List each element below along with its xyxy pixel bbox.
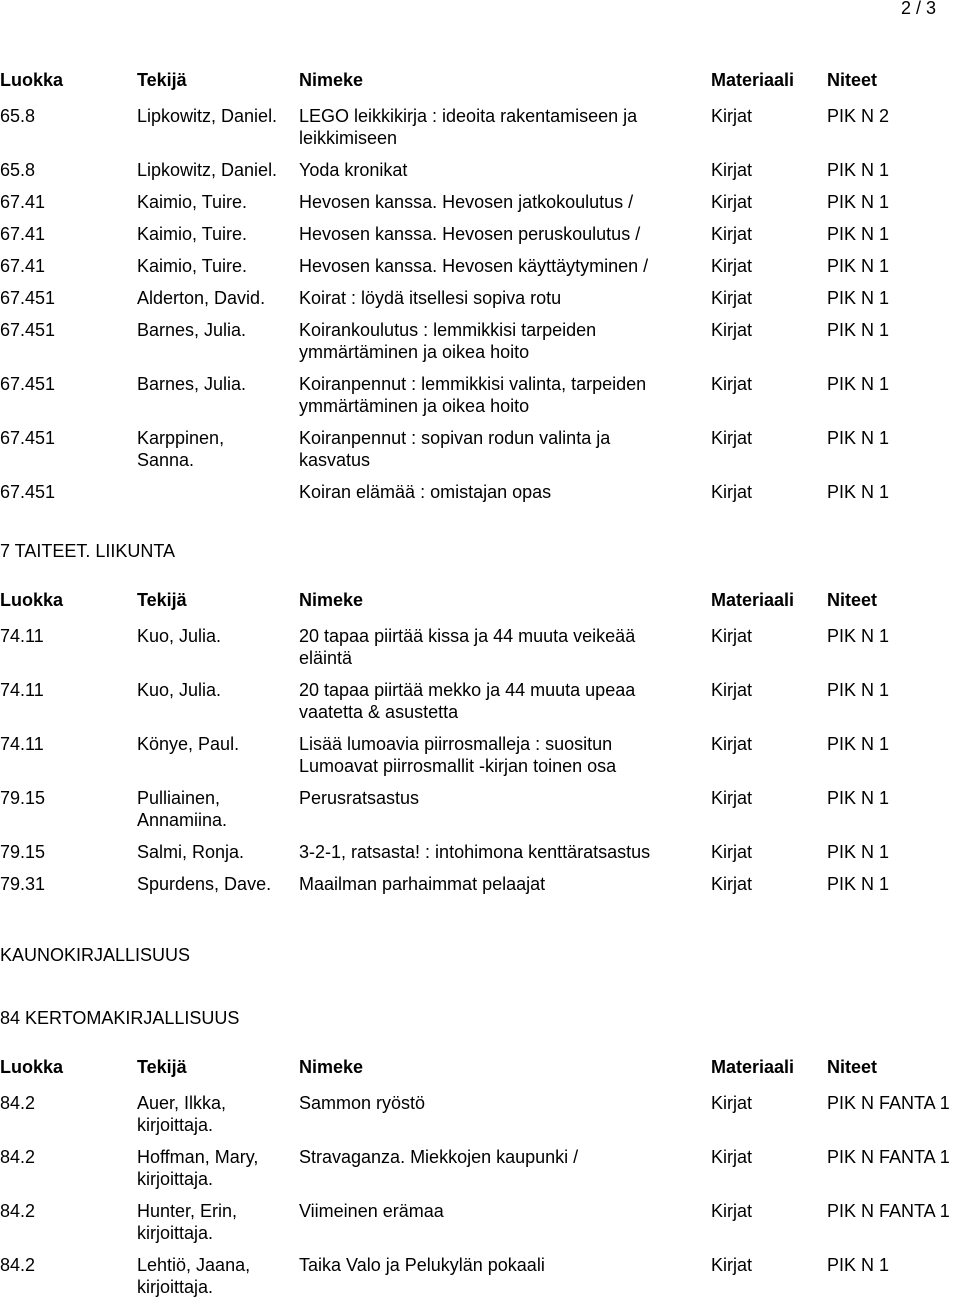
cell-materiaali: Kirjat <box>711 1255 753 1275</box>
table-row <box>0 427 960 471</box>
tekija-line: Spurdens, Dave. <box>137 874 272 894</box>
nimeke-line: 20 tapaa piirtää mekko ja 44 muuta upeaa <box>299 680 636 700</box>
table-section-3 <box>0 1056 960 1298</box>
table-row <box>0 255 960 277</box>
tekija-line: kirjoittaja. <box>137 1277 214 1297</box>
cell-niteet: PIK N 1 <box>827 428 890 448</box>
cell-luokka: 65.8 <box>0 160 36 180</box>
cell-tekija <box>137 319 246 341</box>
table-row <box>0 1254 960 1298</box>
tekija-line: Lehtiö, Jaana, <box>137 1255 251 1275</box>
cell-luokka: 84.2 <box>0 1255 36 1275</box>
cell-tekija <box>137 255 247 277</box>
table-row <box>0 287 960 309</box>
cell-niteet: PIK N 1 <box>827 734 890 754</box>
table-row <box>0 1092 960 1136</box>
cell-materiaali: Kirjat <box>711 192 753 212</box>
cell-nimeke <box>299 319 596 363</box>
cell-niteet: PIK N 1 <box>827 192 890 212</box>
cell-luokka: 67.451 <box>0 320 56 340</box>
cell-nimeke <box>299 427 610 471</box>
cell-materiaali: Kirjat <box>711 288 753 308</box>
nimeke-line: 3-2-1, ratsasta! : intohimona kenttäratsastus <box>299 842 651 862</box>
cell-niteet: PIK N 2 <box>827 106 890 126</box>
cell-niteet: PIK N 1 <box>827 224 890 244</box>
tekija-line: kirjoittaja. <box>137 1169 214 1189</box>
cell-tekija <box>137 105 277 127</box>
table-row <box>0 319 960 363</box>
nimeke-line: LEGO leikkikirja : ideoita rakentamiseen ja <box>299 106 638 126</box>
cell-tekija <box>137 159 277 181</box>
tekija-line: Kuo, Julia. <box>137 626 222 646</box>
table-row <box>0 733 960 777</box>
cell-luokka: 67.451 <box>0 428 56 448</box>
cell-tekija <box>137 1092 226 1136</box>
cell-nimeke <box>299 255 648 277</box>
header-materiaali: Materiaali <box>711 70 795 90</box>
tekija-line: kirjoittaja. <box>137 1223 214 1243</box>
tekija-line: Karppinen, <box>137 428 225 448</box>
cell-tekija <box>137 873 271 895</box>
tekija-line: kirjoittaja. <box>137 1115 214 1135</box>
cell-tekija <box>137 1254 250 1298</box>
table-row <box>0 481 960 503</box>
cell-niteet: PIK N 1 <box>827 482 890 502</box>
table-row <box>0 373 960 417</box>
cell-nimeke <box>299 733 616 777</box>
nimeke-line: Koiran elämää : omistajan opas <box>299 482 552 502</box>
nimeke-line: Viimeinen erämaa <box>299 1201 444 1221</box>
cell-niteet: PIK N 1 <box>827 680 890 700</box>
cell-materiaali: Kirjat <box>711 1201 753 1221</box>
cell-tekija <box>137 841 244 863</box>
cell-nimeke <box>299 287 561 309</box>
nimeke-line: Koiranpennut : sopivan rodun valinta ja <box>299 428 611 448</box>
cell-tekija <box>137 223 247 245</box>
header-niteet: Niteet <box>827 70 878 90</box>
cell-nimeke <box>299 625 635 669</box>
page-number: 2 / 3 <box>900 0 936 18</box>
table-row <box>0 191 960 213</box>
cell-niteet: PIK N 1 <box>827 288 890 308</box>
cell-materiaali: Kirjat <box>711 874 753 894</box>
cell-nimeke <box>299 1200 444 1222</box>
cell-niteet: PIK N FANTA 1 <box>827 1147 950 1167</box>
cell-tekija <box>137 373 246 395</box>
cell-materiaali: Kirjat <box>711 374 753 394</box>
tekija-line: Barnes, Julia. <box>137 374 247 394</box>
table-row <box>0 223 960 245</box>
table-row <box>0 787 960 831</box>
cell-materiaali: Kirjat <box>711 160 753 180</box>
nimeke-line: Lisää lumoavia piirrosmalleja : suositun <box>299 734 613 754</box>
cell-materiaali: Kirjat <box>711 626 753 646</box>
tekija-line: Lipkowitz, Daniel. <box>137 160 278 180</box>
cell-niteet: PIK N 1 <box>827 160 890 180</box>
cell-niteet: PIK N 1 <box>827 374 890 394</box>
cell-materiaali: Kirjat <box>711 1147 753 1167</box>
cell-luokka: 67.451 <box>0 288 56 308</box>
cell-niteet: PIK N FANTA 1 <box>827 1201 950 1221</box>
table-row <box>0 1200 960 1244</box>
cell-materiaali: Kirjat <box>711 106 753 126</box>
tekija-line: Lipkowitz, Daniel. <box>137 106 278 126</box>
table-header <box>0 69 960 91</box>
cell-nimeke <box>299 223 640 245</box>
tekija-line: Könye, Paul. <box>137 734 240 754</box>
tekija-line: Annamiina. <box>137 810 228 830</box>
nimeke-line: Taika Valo ja Pelukylän pokaali <box>299 1255 545 1275</box>
cell-nimeke <box>299 191 633 213</box>
cell-luokka: 67.451 <box>0 482 56 502</box>
nimeke-line: Lumoavat piirrosmallit -kirjan toinen osa <box>299 756 617 776</box>
cell-luokka: 79.31 <box>0 874 46 894</box>
cell-luokka: 79.15 <box>0 788 46 808</box>
table-row <box>0 873 960 895</box>
cell-tekija <box>137 787 227 831</box>
table-row <box>0 679 960 723</box>
nimeke-line: kasvatus <box>299 450 371 470</box>
cell-nimeke <box>299 373 646 417</box>
cell-nimeke <box>299 481 551 503</box>
cell-luokka: 74.11 <box>0 626 44 646</box>
cell-materiaali: Kirjat <box>711 842 753 862</box>
tekija-line: Kaimio, Tuire. <box>137 256 248 276</box>
cell-luokka: 84.2 <box>0 1093 36 1113</box>
cell-nimeke <box>299 873 545 895</box>
cell-materiaali: Kirjat <box>711 734 753 754</box>
cell-nimeke <box>299 1092 425 1114</box>
cell-niteet: PIK N 1 <box>827 788 890 808</box>
header-niteet: Niteet <box>827 590 878 610</box>
header-materiaali: Materiaali <box>711 1057 795 1077</box>
table-row <box>0 841 960 863</box>
nimeke-line: eläintä <box>299 648 353 668</box>
cell-materiaali: Kirjat <box>711 680 753 700</box>
header-nimeke: Nimeke <box>299 1057 364 1077</box>
table-section-1 <box>0 69 960 503</box>
cell-materiaali: Kirjat <box>711 256 753 276</box>
cell-luokka: 65.8 <box>0 106 36 126</box>
cell-niteet: PIK N 1 <box>827 320 890 340</box>
cell-nimeke <box>299 679 635 723</box>
nimeke-line: ymmärtäminen ja oikea hoito <box>299 396 530 416</box>
cell-niteet: PIK N 1 <box>827 874 890 894</box>
cell-nimeke <box>299 105 637 149</box>
cell-niteet: PIK N 1 <box>827 626 890 646</box>
table-row <box>0 625 960 669</box>
header-nimeke: Nimeke <box>299 70 364 90</box>
table-header <box>0 1056 960 1078</box>
table-row <box>0 105 960 149</box>
nimeke-line: vaatetta & asustetta <box>299 702 459 722</box>
nimeke-line: Koirat : löydä itsellesi sopiva rotu <box>299 288 562 308</box>
cell-materiaali: Kirjat <box>711 224 753 244</box>
table-body <box>0 1092 960 1298</box>
tekija-line: Kaimio, Tuire. <box>137 192 248 212</box>
cell-luokka: 67.41 <box>0 256 46 276</box>
cell-luokka: 67.41 <box>0 224 46 244</box>
tekija-line: Kuo, Julia. <box>137 680 222 700</box>
cell-tekija <box>137 191 247 213</box>
nimeke-line: Yoda kronikat <box>299 160 408 180</box>
table-body <box>0 105 960 503</box>
header-luokka: Luokka <box>0 70 64 90</box>
cell-tekija <box>137 733 239 755</box>
table-row <box>0 159 960 181</box>
header-tekija: Tekijä <box>137 70 187 90</box>
nimeke-line: Maailman parhaimmat pelaajat <box>299 874 546 894</box>
cell-luokka: 84.2 <box>0 1147 36 1167</box>
header-tekija: Tekijä <box>137 590 187 610</box>
cell-nimeke <box>299 159 407 181</box>
nimeke-line: Perusratsastus <box>299 788 420 808</box>
nimeke-line: Koirankoulutus : lemmikkisi tarpeiden <box>299 320 597 340</box>
nimeke-line: Hevosen kanssa. Hevosen jatkokoulutus / <box>299 192 634 212</box>
nimeke-line: leikkimiseen <box>299 128 398 148</box>
cell-tekija <box>137 427 224 471</box>
cell-tekija <box>137 1146 258 1190</box>
cell-materiaali: Kirjat <box>711 788 753 808</box>
nimeke-line: Sammon ryöstö <box>299 1093 426 1113</box>
cell-nimeke <box>299 1254 545 1276</box>
table-section-2 <box>0 589 960 895</box>
header-niteet: Niteet <box>827 1057 878 1077</box>
header-nimeke: Nimeke <box>299 590 364 610</box>
table-header <box>0 589 960 611</box>
nimeke-line: ymmärtäminen ja oikea hoito <box>299 342 530 362</box>
header-tekija: Tekijä <box>137 1057 187 1077</box>
cell-luokka: 67.41 <box>0 192 46 212</box>
tekija-line: Hoffman, Mary, <box>137 1147 259 1167</box>
nimeke-line: Koiranpennut : lemmikkisi valinta, tarpeiden <box>299 374 647 394</box>
cell-luokka: 74.11 <box>0 680 44 700</box>
tekija-line: Kaimio, Tuire. <box>137 224 248 244</box>
cell-tekija <box>137 287 265 309</box>
tekija-line: Pulliainen, <box>137 788 221 808</box>
cell-luokka: 74.11 <box>0 734 44 754</box>
header-materiaali: Materiaali <box>711 590 795 610</box>
tekija-line: Barnes, Julia. <box>137 320 247 340</box>
cell-materiaali: Kirjat <box>711 320 753 340</box>
tekija-line: Hunter, Erin, <box>137 1201 238 1221</box>
nimeke-line: Hevosen kanssa. Hevosen peruskoulutus / <box>299 224 641 244</box>
cell-tekija <box>137 679 221 701</box>
table-row <box>0 1146 960 1190</box>
cell-materiaali: Kirjat <box>711 428 753 448</box>
cell-niteet: PIK N FANTA 1 <box>827 1093 950 1113</box>
header-luokka: Luokka <box>0 590 64 610</box>
heading-kaunokirjallisuus: KAUNOKIRJALLISUUS <box>0 945 191 965</box>
nimeke-line: Hevosen kanssa. Hevosen käyttäytyminen / <box>299 256 649 276</box>
cell-niteet: PIK N 1 <box>827 256 890 276</box>
cell-nimeke <box>299 1146 578 1168</box>
heading-kertomakirjallisuus: 84 KERTOMAKIRJALLISUUS <box>0 1008 240 1028</box>
nimeke-line: 20 tapaa piirtää kissa ja 44 muuta veikeää <box>299 626 636 646</box>
cell-tekija <box>137 625 221 647</box>
header-luokka: Luokka <box>0 1057 64 1077</box>
cell-niteet: PIK N 1 <box>827 842 890 862</box>
cell-luokka: 67.451 <box>0 374 56 394</box>
cell-materiaali: Kirjat <box>711 482 753 502</box>
cell-niteet: PIK N 1 <box>827 1255 890 1275</box>
tekija-line: Sanna. <box>137 450 195 470</box>
cell-nimeke <box>299 787 419 809</box>
tekija-line: Alderton, David. <box>137 288 266 308</box>
tekija-line: Auer, Ilkka, <box>137 1093 227 1113</box>
cell-nimeke <box>299 841 650 863</box>
cell-tekija <box>137 1200 237 1244</box>
table-body <box>0 625 960 895</box>
cell-luokka: 84.2 <box>0 1201 36 1221</box>
heading-taiteet: 7 TAITEET. LIIKUNTA <box>0 541 176 561</box>
cell-luokka: 79.15 <box>0 842 46 862</box>
cell-materiaali: Kirjat <box>711 1093 753 1113</box>
nimeke-line: Stravaganza. Miekkojen kaupunki / <box>299 1147 579 1167</box>
tekija-line: Salmi, Ronja. <box>137 842 245 862</box>
